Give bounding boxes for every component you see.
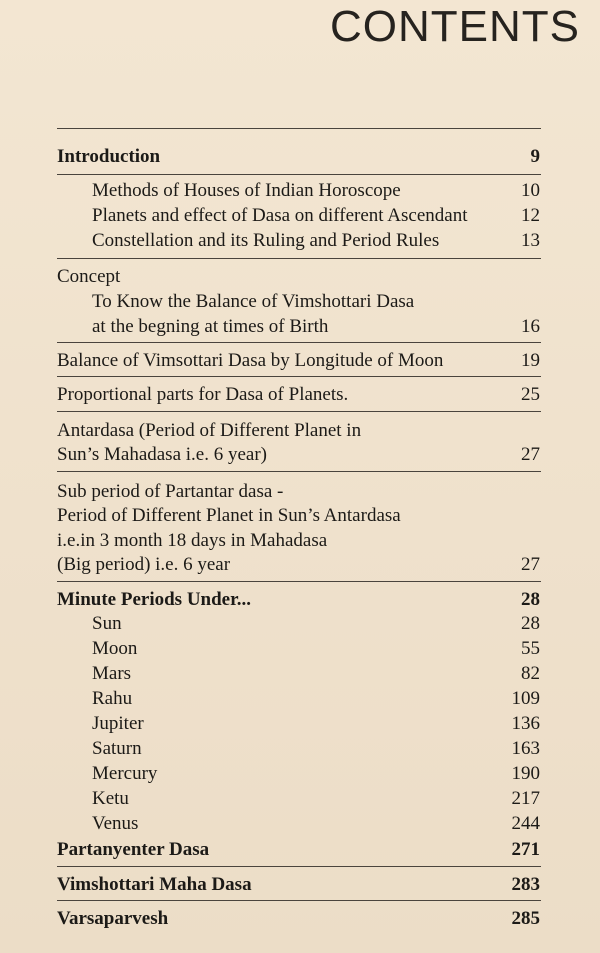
entry-page: 283: [511, 874, 540, 895]
entry-label: To Know the Balance of Vimshottari Dasa: [92, 291, 415, 312]
entry-label: at the begning at times of Birth: [92, 316, 329, 337]
entry-label: Constellation and its Ruling and Period Rules: [92, 230, 440, 251]
divider: [57, 581, 541, 582]
entry-page: 82: [521, 663, 540, 684]
entry-page: 12: [521, 205, 540, 226]
entry-label: Mercury: [92, 763, 158, 784]
entry-page: 27: [521, 444, 540, 465]
entry-label: Methods of Houses of Indian Horoscope: [92, 180, 401, 201]
divider: [57, 342, 541, 343]
entry-page: 28: [521, 613, 540, 634]
divider: [57, 471, 541, 472]
entry-label: Concept: [57, 266, 121, 287]
header-rule: [57, 128, 541, 129]
entry-label: Balance of Vimsottari Dasa by Longitude of Moon: [57, 350, 444, 371]
entry-label: Period of Different Planet in Sun’s Antardasa: [57, 505, 401, 526]
page-title: CONTENTS: [330, 2, 580, 51]
entry-page: 9: [530, 146, 540, 167]
entry-label: Jupiter: [92, 713, 144, 734]
entry-page: 163: [511, 738, 540, 759]
divider: [57, 866, 541, 867]
entry-label: Planets and effect of Dasa on different Ascendant: [92, 205, 468, 226]
divider: [57, 376, 541, 377]
divider: [57, 258, 541, 259]
entry-label: i.e.in 3 month 18 days in Mahadasa: [57, 530, 328, 551]
entry-label: Antardasa (Period of Different Planet in: [57, 420, 362, 441]
entry-label: Proportional parts for Dasa of Planets.: [57, 384, 349, 405]
entry-page: 10: [521, 180, 540, 201]
entry-label: Ketu: [92, 788, 129, 809]
entry-page: 285: [511, 908, 540, 929]
entry-page: 217: [511, 788, 540, 809]
entry-label: Venus: [92, 813, 139, 834]
divider: [57, 174, 541, 175]
entry-page: 136: [511, 713, 540, 734]
entry-label: (Big period) i.e. 6 year: [57, 554, 231, 575]
entry-label: Rahu: [92, 688, 133, 709]
entry-label: Sub period of Partantar dasa -: [57, 481, 284, 502]
divider: [57, 900, 541, 901]
entry-page: 19: [521, 350, 540, 371]
entry-label: Minute Periods Under...: [57, 589, 252, 610]
entry-label: Partanyenter Dasa: [57, 839, 210, 860]
entry-page: 55: [521, 638, 540, 659]
entry-label: Saturn: [92, 738, 142, 759]
entry-label: Sun: [92, 613, 122, 634]
entry-page: 13: [521, 230, 540, 251]
entry-page: 16: [521, 316, 540, 337]
entry-label: Mars: [92, 663, 132, 684]
entry-label: Vimshottari Maha Dasa: [57, 874, 252, 895]
entry-label: Introduction: [57, 146, 161, 167]
entry-page: 28: [521, 589, 540, 610]
entry-page: 109: [511, 688, 540, 709]
entry-page: 27: [521, 554, 540, 575]
entry-page: 25: [521, 384, 540, 405]
entry-page: 271: [511, 839, 540, 860]
entry-page: 190: [511, 763, 540, 784]
entry-page: 244: [511, 813, 540, 834]
divider: [57, 411, 541, 412]
entry-label: Varsaparvesh: [57, 908, 169, 929]
entry-label: Moon: [92, 638, 138, 659]
entry-label: Sun’s Mahadasa i.e. 6 year): [57, 444, 267, 465]
